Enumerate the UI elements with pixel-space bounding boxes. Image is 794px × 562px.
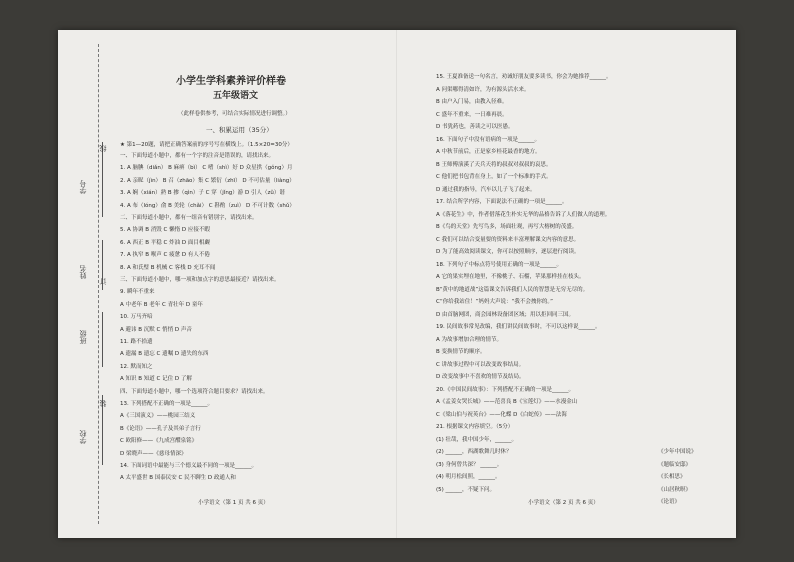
question-line: A《孟姜女哭长城》——范喜良 B《宝莲灯》——水漫金山 bbox=[436, 399, 578, 405]
question-line: 4. A 布（lóng）俞 B 美轮（chǎi） C 斟酌（zuì） D 不可计数（shǔ） bbox=[120, 202, 295, 209]
question-line: A 中老年 B 老年 C 青壮年 D 童年 bbox=[120, 301, 203, 308]
binding-mark-bind: 订 bbox=[99, 278, 107, 285]
question-line: A 它的果实埋在地里，不像桃子、石榴，苹果那样挂在枝头。 bbox=[436, 274, 585, 280]
question-line: 16. 下面句子中没有语病的一项是______。 bbox=[436, 136, 540, 143]
question-line: 8. A 和氏璧 B 机械 C 客栈 D 充耳不闻 bbox=[120, 264, 216, 271]
question-line: 6. A 西正 B 平稳 C 炸油 D 面目相觑 bbox=[120, 239, 210, 246]
question-line: 7. A 执窄 B 喉声 C 疲惫 D 有人不倦 bbox=[120, 252, 210, 259]
center-fold bbox=[396, 30, 397, 538]
question-line: 四、下面每道小题中，哪一个选项符合题目要求？请找出来。 bbox=[120, 388, 269, 395]
question-line: B 王师傅演溪了天兵天将的叔叔对叔叔的哀思。 bbox=[436, 161, 552, 168]
question-line: 一、下面每道小题中，都有一个字的注音是错误的，请找出来。 bbox=[120, 153, 275, 159]
binding-label-school: 学校 bbox=[79, 430, 87, 444]
question-line: 10. 万马齐喑 bbox=[120, 314, 153, 321]
question-line: A 为故事增加合理的情节。 bbox=[436, 336, 503, 343]
question-line: 14. 下面词语中最能与三个德义最不同的一项是______。 bbox=[120, 463, 257, 469]
question-line: 三、下面每道小题中，哪一项和加点字的意思最接近？请找出来。 bbox=[120, 277, 280, 283]
question-line: 15. 王夏准备送一句名言，劝诫好朋友要多读书，你会为她推荐______。 bbox=[436, 74, 612, 80]
question-line: C 盛年不重来，一日难再晨。 bbox=[436, 111, 508, 118]
question-line: 5. A 协调 B 消毁 C 懒惰 D 应接不暇 bbox=[120, 227, 210, 234]
grade-subject: 五年级语文 bbox=[213, 91, 259, 101]
question-line: 21. 根据课文内容填空。（5分） bbox=[436, 424, 514, 430]
question-line: 二、下面每道小题中，都有一组音有错别字，请找出来。 bbox=[120, 215, 258, 221]
exam-title: 小学生学科素养评价样卷 bbox=[176, 76, 286, 87]
instruction: ★ 第1—20题，请把正确答案前的序号写在横线上。（1.5×20=30分） bbox=[120, 142, 293, 148]
question-line: B“黄中的地道战”这篇课文告诉我们人民的智慧是无穷无尽的。 bbox=[436, 286, 589, 293]
question-line: B 变换情节的顺序。 bbox=[436, 349, 486, 355]
question-line: C 讲故事过程中可以改变故事结局。 bbox=[436, 361, 525, 368]
question-line: A《三国演义》——桃园三结义 bbox=[120, 413, 196, 420]
exam-sheet bbox=[58, 30, 736, 538]
question-line: D 书犹药也，善读之可以医愚。 bbox=[436, 124, 514, 130]
section-heading: 一、积累运用（35分） bbox=[206, 126, 273, 134]
question-line: D 由首脑网团，商会园林设备团区域；用以拒回同三国。 bbox=[436, 311, 574, 318]
question-line: 13. 下列搭配不正确的一项是______。 bbox=[120, 401, 213, 407]
question-line: A 避讳 B 沉默 C 悄悄 D 声音 bbox=[120, 326, 192, 333]
binding-label-name: 姓名 bbox=[79, 265, 87, 279]
footer-right: 小学语文（第 2 页 共 6 页） bbox=[528, 500, 599, 506]
question-line: A《落花生》中，作者借落花生朴实无华的品格告诉了人们做人的道理。 bbox=[436, 211, 611, 218]
question-line: 1. A 脑腆（diǎn） B 麻痹（bì） C 嗜（shì）好 D 众星拱（gǒng）月 bbox=[120, 165, 293, 172]
poem-source: 《少年中国说》 bbox=[658, 449, 697, 455]
question-line: B 由户入门易，由教入径难。 bbox=[436, 99, 508, 105]
binding-mark-pack: 装 bbox=[99, 400, 107, 407]
question-line: 2. A 亲昵（jìn） B 召（zhāo）集 C 繁衍（zhī） D 不可估量（liàng） bbox=[120, 177, 295, 184]
question-line: (1) 壮哉，我中国少年，______。 bbox=[436, 436, 518, 443]
question-line: C“你给我站住！”妈妈大声说：“我不会拽你的。” bbox=[436, 299, 553, 305]
question-line: A 遗漏 B 遗忘 C 遗嘱 D 遗失的东西 bbox=[120, 351, 209, 358]
question-line: 3. A 娴（xián）熟 B 掺（qìn）子 C 穿（jǐng）游 D 引人（zǔ）谐 bbox=[120, 190, 285, 197]
poem-source: 《论语》 bbox=[658, 499, 681, 505]
question-line: B《论语》——孔子及其弟子言行 bbox=[120, 425, 201, 432]
question-line: 20.《中国民间故事》：下列搭配不正确的一项是______。 bbox=[436, 386, 574, 393]
question-line: B《鸟的天堂》先写鸟多，场面壮观，再写大榕树的茂盛。 bbox=[436, 224, 578, 230]
question-line: D 改变故事中不喜欢的情节及结局。 bbox=[436, 374, 525, 380]
question-line: C 欧阳修——《九成宫醴泉铭》 bbox=[120, 438, 198, 445]
question-line: (2) ______，西湖歌舞几时休？ bbox=[436, 449, 512, 455]
question-line: (4) 明月松间照，______。 bbox=[436, 474, 501, 480]
poem-source: 《山居秋暝》 bbox=[658, 486, 692, 493]
question-line: (5) ______，不疑下问。 bbox=[436, 486, 496, 493]
question-line: D 通过我的指导，汽车以儿子飞了起来。 bbox=[436, 186, 536, 193]
question-line: C 我们可以结合变量要的资料来丰富理解课文内容的意思。 bbox=[436, 236, 580, 243]
question-line: A 太平盛世 B 国泰民安 C 民不聊生 D 政通人和 bbox=[120, 475, 236, 482]
question-line: 11. 路不拾遗 bbox=[120, 339, 153, 345]
binding-label-class: 班级 bbox=[79, 330, 87, 344]
question-line: D 为了能高效阅读课文，你可以按照顺序，逐层进行阅读。 bbox=[436, 249, 580, 255]
question-line: C 他们把书包背在身上，如了一个标准的手式。 bbox=[436, 174, 552, 180]
usage-note: （此样卷供参考，可结合实际情况进行调整。） bbox=[178, 111, 291, 117]
question-line: (3) 身何曾共深？ ______。 bbox=[436, 461, 503, 468]
question-line: 19. 民间故事常见改编，我们讲民间故事时，不可以这样说______。 bbox=[436, 324, 601, 330]
poem-source: 《题临安邸》 bbox=[658, 461, 692, 468]
footer-left: 小学语文（第 1 页 共 6 页） bbox=[198, 500, 269, 506]
binding-mark-line: 线 bbox=[99, 145, 107, 152]
question-line: 12. 默而知之 bbox=[120, 363, 153, 370]
question-line: 17. 结合所学内容，下面说法不正确的一项是______。 bbox=[436, 199, 568, 205]
id-underline bbox=[102, 142, 103, 217]
question-line: A 中秋节前后，正是家乡桂花最香的地方。 bbox=[436, 149, 541, 155]
binding-label-id: 学号 bbox=[79, 180, 87, 194]
question-line: 18. 下列句子中标点符号使用正确的一项是______。 bbox=[436, 261, 562, 268]
question-line: A 知识 B 知道 C 记住 D 了解 bbox=[120, 376, 192, 383]
question-line: C《梁山伯与祝英台》——化蝶 D《白蛇传》——法海 bbox=[436, 411, 567, 418]
question-line: 9. 瞬年不重来 bbox=[120, 289, 155, 296]
question-line: D 梁晓声——《慈母情深》 bbox=[120, 450, 187, 457]
class-underline bbox=[102, 312, 103, 367]
question-line: A 问渠哪得清如许，为有源头活水来。 bbox=[436, 86, 530, 93]
poem-source: 《长相思》 bbox=[658, 474, 686, 480]
